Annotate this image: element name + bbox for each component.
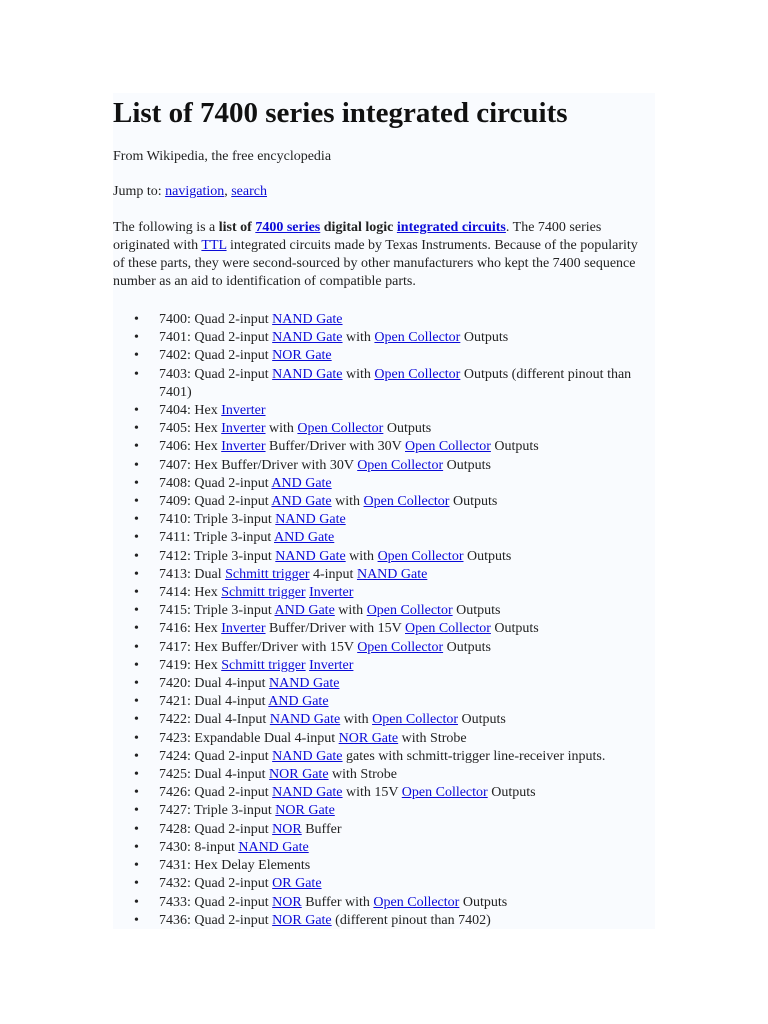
- item-text: 7426: Quad 2-input: [159, 785, 273, 801]
- parts-list: [113, 311, 655, 929]
- bullet-icon: •: [134, 512, 139, 528]
- bullet-icon: •: [134, 657, 139, 673]
- item-text: 7413: Dual: [159, 566, 226, 582]
- link-open-collector[interactable]: Open Collector: [373, 894, 460, 910]
- jump-links: [113, 183, 655, 201]
- item-text: 7419: Hex: [159, 657, 222, 673]
- item-text: 7428: Quad 2-input: [159, 821, 273, 837]
- link-nand-gate[interactable]: NAND Gate: [272, 785, 343, 801]
- link-nand-gate[interactable]: NAND Gate: [272, 748, 343, 764]
- item-text: Buffer: [301, 821, 342, 837]
- link-inverter[interactable]: Inverter: [221, 439, 266, 455]
- link-nor-gate[interactable]: NOR Gate: [272, 912, 332, 928]
- intro-text-2: . The 7400 series originated with: [113, 220, 602, 253]
- item-text: Buffer/Driver with 15V: [265, 621, 405, 637]
- bullet-icon: •: [134, 876, 139, 892]
- item-text: Outputs: [452, 603, 501, 619]
- link-open-collector[interactable]: Open Collector: [372, 712, 459, 728]
- item-text: Outputs: [443, 639, 491, 655]
- bullet-icon: •: [134, 639, 139, 655]
- list-item: [113, 894, 649, 912]
- tagline: From Wikipedia, the free encyclopedia: [113, 149, 332, 164]
- link-nand-gate[interactable]: NAND Gate: [275, 548, 346, 564]
- link-and-gate[interactable]: AND Gate: [274, 530, 335, 546]
- list-item: [113, 402, 649, 420]
- item-text: 7417: Hex Buffer/Driver with 15V: [159, 639, 358, 655]
- item-text: 7420: Dual 4-input: [159, 676, 270, 692]
- item-text: 4-input: [309, 566, 357, 582]
- bullet-icon: •: [134, 785, 139, 801]
- item-text: 7433: Quad 2-input: [159, 894, 273, 910]
- list-item: [113, 766, 649, 784]
- link-schmitt-trigger[interactable]: Schmitt trigger: [221, 657, 306, 673]
- item-text: Outputs: [463, 548, 512, 564]
- item-text: 7436: Quad 2-input: [159, 912, 273, 928]
- list-item: [113, 329, 649, 347]
- page-title: List of 7400 series integrated circuits: [113, 97, 568, 129]
- link-integrated-circuits[interactable]: integrated circuits: [396, 220, 506, 235]
- link-schmitt-trigger[interactable]: Schmitt trigger: [221, 585, 306, 601]
- item-text: 7402: Quad 2-input: [159, 348, 273, 364]
- link-nand-gate[interactable]: NAND Gate: [269, 712, 341, 728]
- item-text: 7423: Expandable Dual 4-input: [159, 730, 339, 746]
- item-text: Outputs: [458, 712, 506, 728]
- list-item: [113, 438, 649, 456]
- list-item: [113, 730, 649, 748]
- link-open-collector[interactable]: Open Collector: [405, 621, 491, 637]
- item-text: Outputs: [490, 439, 539, 455]
- list-item: [113, 566, 649, 584]
- bullet-icon: •: [134, 748, 139, 764]
- link-open-collector[interactable]: Open Collector: [401, 785, 488, 801]
- list-item: [113, 821, 649, 839]
- link-open-collector[interactable]: Open Collector: [363, 494, 450, 510]
- item-text: with: [342, 330, 375, 346]
- intro-paragraph: [113, 219, 651, 291]
- jump-prefix: Jump to:: [113, 184, 166, 199]
- link-and-gate[interactable]: AND Gate: [274, 603, 335, 619]
- item-text: (different pinout than 7402): [331, 912, 491, 928]
- list-item: [113, 311, 649, 329]
- link-inverter[interactable]: Inverter: [221, 421, 266, 437]
- list-item: [113, 857, 649, 875]
- article-content: [113, 95, 655, 929]
- list-item: [113, 784, 649, 802]
- item-text: 7400: Quad 2-input: [159, 312, 273, 327]
- link-inverter[interactable]: Inverter: [309, 585, 354, 601]
- list-item: [113, 748, 649, 766]
- item-text: 7422: Dual 4-Input: [159, 712, 270, 728]
- item-text: 7425: Dual 4-input: [159, 767, 270, 783]
- link-nand-gate[interactable]: NAND Gate: [356, 566, 428, 582]
- bullet-icon: •: [134, 585, 139, 601]
- list-item: [113, 802, 649, 820]
- bullet-icon: •: [134, 439, 139, 455]
- link-open-collector[interactable]: Open Collector: [374, 330, 461, 346]
- list-item: [113, 602, 649, 620]
- bullet-icon: •: [134, 421, 139, 437]
- item-text: 7401: Quad 2-input: [159, 330, 273, 346]
- link-and-gate[interactable]: AND Gate: [268, 694, 329, 710]
- item-text: Buffer/Driver with 30V: [265, 439, 405, 455]
- jump-separator: ,: [224, 184, 232, 199]
- bullet-icon: •: [134, 348, 139, 364]
- item-text: Outputs: [459, 894, 508, 910]
- link-open-collector[interactable]: Open Collector: [374, 366, 461, 382]
- list-item: [113, 511, 649, 529]
- item-text: Outputs: [383, 421, 432, 437]
- list-item: [113, 493, 649, 511]
- item-text: with 15V: [342, 785, 402, 801]
- intro-bold-1: list of: [218, 220, 256, 235]
- item-text: with Strobe: [398, 730, 467, 746]
- item-text: 7430: 8-input: [159, 839, 239, 855]
- bullet-icon: •: [134, 803, 139, 819]
- item-text: with: [265, 421, 298, 437]
- item-text: Outputs: [460, 330, 509, 346]
- bullet-icon: •: [134, 839, 139, 855]
- bullet-icon: •: [134, 676, 139, 692]
- link-ttl[interactable]: TTL: [201, 238, 227, 253]
- item-text: 7431: Hex Delay Elements: [159, 858, 311, 874]
- item-text: 7421: Dual 4-input: [159, 694, 269, 710]
- intro-bold-2: digital logic: [320, 220, 397, 235]
- item-text: with: [342, 366, 375, 382]
- list-item: [113, 475, 649, 493]
- item-text: 7414: Hex: [159, 585, 222, 601]
- link-nor-gate[interactable]: NOR Gate: [338, 730, 399, 746]
- bullet-icon: •: [134, 767, 139, 783]
- bullet-icon: •: [134, 730, 139, 746]
- bullet-icon: •: [134, 457, 139, 473]
- bullet-icon: •: [134, 712, 139, 728]
- bullet-icon: •: [134, 894, 139, 910]
- intro-text-3: integrated circuits made by Texas Instruments. Because of the popularity of these parts, they were second-sourced by other manufacturers who kept the 7400 sequence number as an aid to identification of compatible parts.: [113, 238, 638, 289]
- link-open-collector[interactable]: Open Collector: [366, 603, 453, 619]
- bullet-icon: •: [134, 475, 139, 491]
- bullet-icon: •: [134, 548, 139, 564]
- link-or-gate[interactable]: OR Gate: [272, 876, 322, 892]
- intro-text-1: The following is a: [113, 220, 219, 235]
- item-text: Outputs (different pinout than 7401): [159, 366, 632, 400]
- item-text: Outputs: [449, 494, 498, 510]
- list-item: [113, 639, 649, 657]
- item-text: 7406: Hex: [159, 439, 222, 455]
- item-text: 7404: Hex: [159, 403, 222, 419]
- bullet-icon: •: [134, 366, 139, 382]
- navigation-link[interactable]: navigation: [165, 184, 225, 199]
- item-text: Outputs: [487, 785, 536, 801]
- bullet-icon: •: [134, 403, 139, 419]
- list-item: [113, 347, 649, 365]
- bullet-icon: •: [134, 494, 139, 510]
- link-nand-gate[interactable]: NAND Gate: [238, 839, 309, 855]
- bullet-icon: •: [134, 603, 139, 619]
- list-item: [113, 548, 649, 566]
- item-text: 7410: Triple 3-input: [159, 512, 276, 528]
- link-nand-gate[interactable]: NAND Gate: [272, 312, 343, 327]
- bullet-icon: •: [134, 621, 139, 637]
- link-nand-gate[interactable]: NAND Gate: [275, 512, 346, 528]
- bullet-icon: •: [134, 566, 139, 582]
- item-text: with: [331, 494, 364, 510]
- link-nor-gate[interactable]: NOR Gate: [272, 348, 332, 364]
- link-nor-gate[interactable]: NOR Gate: [269, 767, 329, 783]
- item-text: 7415: Triple 3-input: [159, 603, 275, 619]
- item-text: 7427: Triple 3-input: [159, 803, 276, 819]
- item-text: 7411: Triple 3-input: [159, 530, 275, 546]
- link-schmitt-trigger[interactable]: Schmitt trigger: [225, 566, 310, 582]
- item-text: Outputs: [490, 621, 539, 637]
- link-nand-gate[interactable]: NAND Gate: [272, 330, 343, 346]
- bullet-icon: •: [134, 530, 139, 546]
- list-item: [113, 420, 649, 438]
- bullet-icon: •: [134, 858, 139, 874]
- bullet-icon: •: [134, 312, 139, 327]
- item-text: 7408: Quad 2-input: [159, 475, 272, 491]
- list-item: [113, 693, 649, 711]
- link-open-collector[interactable]: Open Collector: [377, 548, 464, 564]
- link-7400-series[interactable]: 7400 series: [255, 220, 321, 235]
- item-text: gates with schmitt-trigger line-receiver inputs.: [342, 748, 606, 764]
- link-nand-gate[interactable]: NAND Gate: [272, 366, 343, 382]
- list-item: [113, 875, 649, 893]
- list-item: [113, 366, 649, 402]
- list-item: [113, 529, 649, 547]
- link-open-collector[interactable]: Open Collector: [357, 639, 444, 655]
- item-text: with: [345, 548, 378, 564]
- bullet-icon: •: [134, 912, 139, 928]
- link-inverter[interactable]: Inverter: [309, 657, 354, 673]
- item-text: 7407: Hex Buffer/Driver with 30V: [159, 457, 358, 473]
- bullet-icon: •: [134, 330, 139, 346]
- item-text: 7416: Hex: [159, 621, 222, 637]
- link-and-gate[interactable]: AND Gate: [271, 494, 332, 510]
- list-item: [113, 839, 649, 857]
- item-text: 7424: Quad 2-input: [159, 748, 273, 764]
- item-text: 7405: Hex: [159, 421, 222, 437]
- list-item: [113, 657, 649, 675]
- list-item: [113, 711, 649, 729]
- link-nor-gate[interactable]: NOR Gate: [275, 803, 335, 819]
- link-inverter[interactable]: Inverter: [221, 621, 266, 637]
- document-page: [113, 93, 655, 929]
- bullet-icon: •: [134, 694, 139, 710]
- item-text: 7403: Quad 2-input: [159, 366, 273, 382]
- link-and-gate[interactable]: AND Gate: [271, 475, 332, 491]
- link-inverter[interactable]: Inverter: [221, 403, 266, 419]
- search-link[interactable]: search: [231, 184, 267, 199]
- item-text: 7409: Quad 2-input: [159, 494, 272, 510]
- list-item: [113, 675, 649, 693]
- list-item: [113, 912, 649, 929]
- link-open-collector[interactable]: Open Collector: [357, 457, 444, 473]
- link-open-collector[interactable]: Open Collector: [297, 421, 384, 437]
- link-nand-gate[interactable]: NAND Gate: [269, 676, 340, 692]
- item-text: 7432: Quad 2-input: [159, 876, 273, 892]
- item-text: with: [340, 712, 373, 728]
- list-item: [113, 457, 649, 475]
- link-open-collector[interactable]: Open Collector: [405, 439, 491, 455]
- link-nor[interactable]: NOR: [272, 894, 302, 910]
- item-text: 7412: Triple 3-input: [159, 548, 276, 564]
- item-text: Buffer with: [301, 894, 374, 910]
- bullet-icon: •: [134, 821, 139, 837]
- list-item: [113, 584, 649, 602]
- link-nor[interactable]: NOR: [272, 821, 302, 837]
- list-item: [113, 620, 649, 638]
- item-text: with: [334, 603, 367, 619]
- item-text: with Strobe: [328, 767, 397, 783]
- item-text: Outputs: [443, 457, 491, 473]
